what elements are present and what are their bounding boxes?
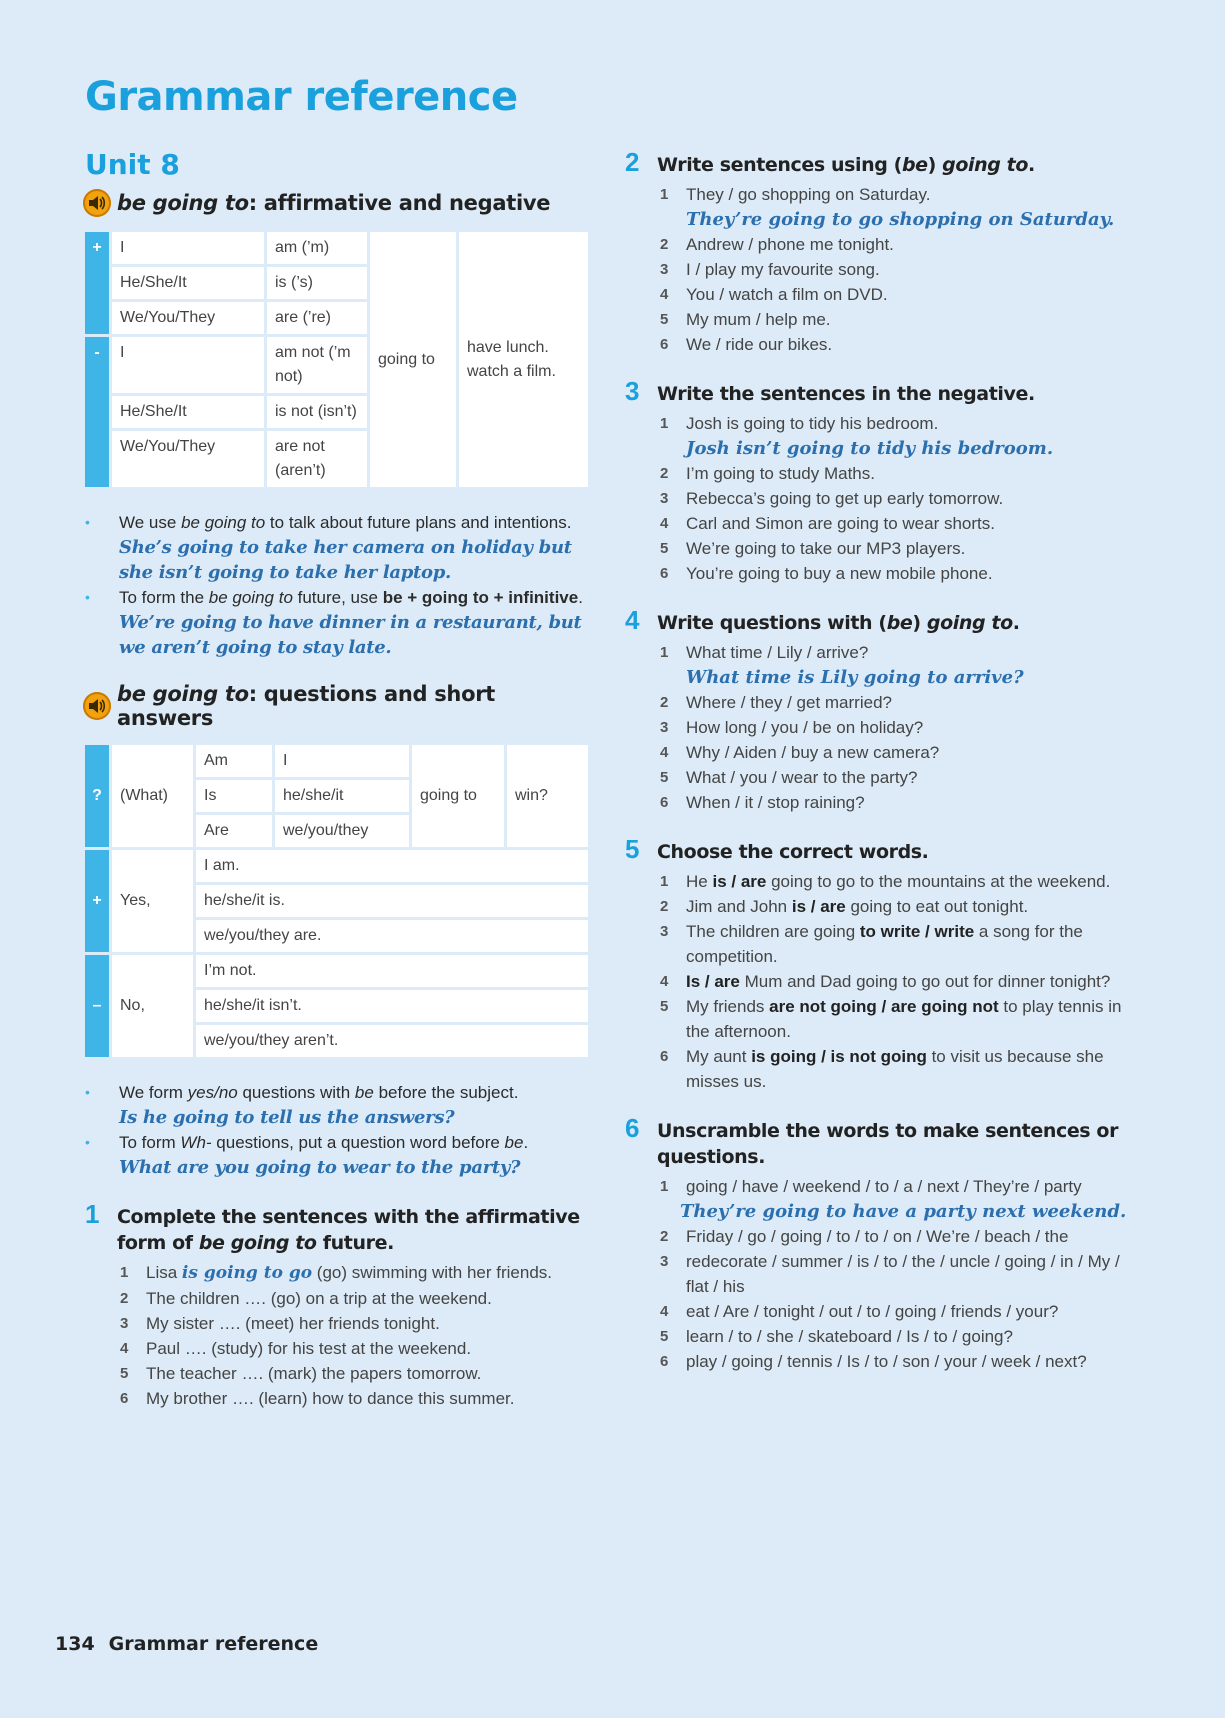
- item-text: learn / to / she / skateboard / Is / to / going?: [686, 1327, 1013, 1346]
- table-cell: Are: [196, 815, 272, 847]
- audio-speaker-icon[interactable]: [83, 692, 111, 720]
- item-text: going to go to the mountains at the weekend.: [766, 872, 1111, 891]
- note-em: Wh-: [180, 1133, 212, 1152]
- list-item: [657, 919, 1145, 969]
- item-text: My mum / help me.: [686, 310, 831, 329]
- title-text: ): [927, 154, 943, 176]
- item-number: 5: [660, 311, 669, 328]
- heading-em: be going to: [117, 191, 249, 215]
- item-number: 4: [120, 1340, 129, 1357]
- title-text: .: [1028, 154, 1035, 176]
- list-item: [657, 1299, 1145, 1324]
- exercise-number: 3: [625, 376, 640, 406]
- heading-rest: : questions and short answers: [117, 682, 495, 730]
- table-cell: are not (aren’t): [267, 431, 367, 487]
- exercise-number: 1: [85, 1199, 100, 1229]
- table-cell: we/you/they are.: [196, 920, 588, 952]
- list-item: [657, 740, 1145, 765]
- item-text: redecorate / summer / is / to / the / uncle / going / in / My / flat / his: [686, 1252, 1120, 1296]
- item-text: Josh is going to tidy his bedroom.: [686, 414, 939, 433]
- complement-2: watch a film.: [467, 362, 556, 380]
- complement-1: have lunch.: [467, 338, 549, 356]
- note-em: be: [354, 1083, 374, 1102]
- item-number: 5: [120, 1365, 129, 1382]
- going-to-cell: going to: [412, 745, 504, 847]
- table-cell: I am.: [196, 850, 588, 882]
- item-number: 3: [120, 1315, 129, 1332]
- page-footer: [55, 1633, 318, 1655]
- item-number: 4: [660, 973, 669, 990]
- list-item: [657, 461, 1145, 486]
- note-item: [85, 585, 590, 660]
- minus-sign: –: [85, 955, 109, 1057]
- item-text: Paul …. (study) for his test at the weekend.: [146, 1339, 472, 1358]
- list-item: [657, 1044, 1145, 1094]
- table-cell: is not (isn’t): [267, 396, 367, 428]
- list-item: [117, 1260, 590, 1286]
- item-number: 6: [660, 794, 669, 811]
- item-text: to visit us because she misses us.: [686, 1047, 1104, 1091]
- note-text: We use: [119, 513, 182, 532]
- item-text: play / going / tennis / Is / to / son / your / week / next?: [686, 1352, 1087, 1371]
- note-item: [85, 1130, 590, 1180]
- list-item: [657, 894, 1145, 919]
- verb-cell: win?: [507, 745, 588, 847]
- footer-label: Grammar reference: [108, 1633, 319, 1655]
- choice-words: is / are: [712, 872, 767, 891]
- item-text: a song for the competition.: [686, 922, 1083, 966]
- item-text: The children are going: [686, 922, 860, 941]
- note-text: questions, put a question word before: [211, 1133, 505, 1152]
- item-number: 5: [660, 769, 669, 786]
- item-number: 1: [120, 1264, 129, 1281]
- item-number: 3: [660, 490, 669, 507]
- item-number: 5: [660, 540, 669, 557]
- list-item: [657, 1224, 1145, 1249]
- question-word: (What): [112, 745, 193, 847]
- item-number: 6: [120, 1390, 129, 1407]
- list-item: [657, 257, 1145, 282]
- example-sentence: Is he going to tell us the answers?: [119, 1107, 455, 1128]
- example-answer: They’re going to go shopping on Saturday.: [686, 209, 1115, 230]
- exercise-title: [657, 610, 1020, 636]
- note-bold: be + going to + infinitive: [382, 588, 579, 607]
- note-text: To form: [119, 1133, 181, 1152]
- table-cell: he/she/it is.: [196, 885, 588, 917]
- table-cell: He/She/It: [112, 396, 264, 428]
- example-answer: Josh isn’t going to tidy his bedroom.: [686, 438, 1054, 459]
- note-text: future, use: [292, 588, 383, 607]
- choice-words: are not going / are going not: [769, 997, 999, 1016]
- table-cell: we/you/they aren’t.: [196, 1025, 588, 1057]
- exercise-4: [625, 605, 1145, 815]
- item-text: They / go shopping on Saturday.: [686, 185, 931, 204]
- exercise-number: 2: [625, 147, 640, 177]
- table-cell: he/she/it: [275, 780, 409, 812]
- title-text: .: [1012, 612, 1020, 634]
- note-text: questions with: [237, 1083, 355, 1102]
- item-text: You / watch a film on DVD.: [686, 285, 888, 304]
- item-number: 2: [660, 236, 669, 253]
- item-text: Where / they / get married?: [686, 693, 892, 712]
- unit-heading: Unit 8: [85, 148, 180, 181]
- item-number: 3: [660, 261, 669, 278]
- list-item: [657, 536, 1145, 561]
- table-cell: He/She/It: [112, 267, 264, 299]
- list-item: [657, 182, 1145, 207]
- list-item: [657, 282, 1145, 307]
- section-heading-questions: [83, 682, 590, 730]
- usage-notes-1: [85, 510, 590, 660]
- title-em: going to: [942, 154, 1028, 176]
- table-cell: I: [275, 745, 409, 777]
- table-cell: we/you/they: [275, 815, 409, 847]
- list-item: [657, 994, 1145, 1044]
- exercise-number: 4: [625, 605, 640, 635]
- note-em: be going to: [208, 588, 293, 607]
- exercise-title: [657, 152, 1035, 178]
- item-text: Mum and Dad going to go out for dinner tonight?: [739, 972, 1111, 991]
- title-em: going to: [926, 612, 1013, 634]
- item-number: 3: [660, 719, 669, 736]
- list-item: [117, 1361, 590, 1386]
- item-text: Rebecca’s going to get up early tomorrow.: [686, 489, 1004, 508]
- list-item: [657, 640, 1145, 665]
- list-item: [657, 332, 1145, 357]
- note-item: [85, 510, 590, 585]
- exercise-title: Write the sentences in the negative.: [657, 383, 1035, 405]
- table-cell: We/You/They: [112, 431, 264, 487]
- exercise-6: [625, 1113, 1145, 1374]
- plus-sign: +: [85, 232, 109, 334]
- table-cell: Is: [196, 780, 272, 812]
- item-text: to play tennis in the afternoon.: [686, 997, 1122, 1041]
- item-text: (go) swimming with her friends.: [312, 1263, 553, 1282]
- item-number: 2: [660, 694, 669, 711]
- title-text: Complete the sentences with the affirmative form of: [117, 1206, 580, 1254]
- item-number: 6: [660, 336, 669, 353]
- item-text: Jim and John: [686, 897, 792, 916]
- item-text: Why / Aiden / buy a new camera?: [686, 743, 940, 762]
- title-em: be: [901, 154, 928, 176]
- example-answer: They’re going to have a party next weekend.: [680, 1201, 1127, 1222]
- note-em: yes/no: [187, 1083, 238, 1102]
- note-item: [85, 1080, 590, 1130]
- item-text: I’m going to study Maths.: [686, 464, 875, 483]
- item-number: 2: [660, 898, 669, 915]
- item-number: 6: [660, 565, 669, 582]
- title-text: ): [912, 612, 927, 634]
- item-number: 1: [660, 415, 669, 432]
- item-text: Friday / go / going / to / to / on / We’re / beach / the: [686, 1227, 1069, 1246]
- note-text: to talk about future plans and intentions.: [265, 513, 572, 532]
- list-item: [657, 511, 1145, 536]
- table-cell: Am: [196, 745, 272, 777]
- going-to-cell: going to: [370, 232, 456, 487]
- note-text: before the subject.: [373, 1083, 519, 1102]
- page-number: 134: [55, 1633, 95, 1655]
- item-number: 4: [660, 1303, 669, 1320]
- table-cell: I’m not.: [196, 955, 588, 987]
- item-text: The children …. (go) on a trip at the weekend.: [146, 1289, 492, 1308]
- list-item: [117, 1311, 590, 1336]
- item-number: 4: [660, 515, 669, 532]
- note-text: To form the: [119, 588, 209, 607]
- item-text: going to eat out tonight.: [845, 897, 1029, 916]
- title-text: Write questions with (: [657, 612, 887, 634]
- example-sentence: What are you going to wear to the party?: [119, 1157, 521, 1178]
- table-cell: he/she/it isn’t.: [196, 990, 588, 1022]
- list-item: [657, 1249, 1145, 1299]
- list-item: [657, 690, 1145, 715]
- item-text: What / you / wear to the party?: [686, 768, 918, 787]
- list-item: [657, 411, 1145, 436]
- item-text: We / ride our bikes.: [686, 335, 833, 354]
- exercise-title: Choose the correct words.: [657, 841, 929, 863]
- list-item: [657, 790, 1145, 815]
- exercise-3: [625, 376, 1145, 586]
- choice-words: is going / is not going: [751, 1047, 927, 1066]
- list-item: [657, 1174, 1145, 1199]
- usage-notes-2: [85, 1080, 590, 1180]
- item-number: 5: [660, 998, 669, 1015]
- list-item: [657, 561, 1145, 586]
- section-heading-affirmative-negative: [83, 189, 590, 217]
- left-column: [85, 148, 590, 1411]
- exercise-title: Unscramble the words to make sentences or questions.: [657, 1120, 1119, 1168]
- exercise-1: [85, 1199, 590, 1411]
- questions-short-answers-table: [82, 742, 591, 1060]
- note-text: .: [523, 1133, 529, 1152]
- affirmative-negative-table: [82, 229, 591, 490]
- example-answer: What time is Lily going to arrive?: [686, 667, 1024, 688]
- item-number: 4: [660, 286, 669, 303]
- item-number: 5: [660, 1328, 669, 1345]
- item-number: 3: [660, 923, 669, 940]
- table-cell: am (’m): [267, 232, 367, 264]
- choice-words: Is / are: [686, 972, 740, 991]
- complement-cell: [459, 232, 588, 487]
- note-em: be going to: [181, 513, 266, 532]
- right-column: [625, 148, 1145, 1374]
- no-word: No,: [112, 955, 193, 1057]
- item-text: Carl and Simon are going to wear shorts.: [686, 514, 995, 533]
- note-text: .: [578, 588, 583, 607]
- yes-word: Yes,: [112, 850, 193, 952]
- table-cell: is (’s): [267, 267, 367, 299]
- item-number: 1: [660, 1178, 669, 1195]
- list-item: [657, 232, 1145, 257]
- title-text: Write sentences using (: [657, 154, 902, 176]
- item-text: The teacher …. (mark) the papers tomorrow.: [146, 1364, 482, 1383]
- choice-words: to write / write: [859, 922, 975, 941]
- item-number: 1: [660, 873, 669, 890]
- title-em: be: [886, 612, 913, 634]
- list-item: [657, 307, 1145, 332]
- item-text: I / play my favourite song.: [686, 260, 880, 279]
- choice-words: is / are: [791, 897, 846, 916]
- question-sign: ?: [85, 745, 109, 847]
- list-item: [657, 1349, 1145, 1374]
- list-item: [117, 1336, 590, 1361]
- item-text: going / have / weekend / to / a / next / They’re / party: [686, 1177, 1082, 1196]
- item-text: My friends: [686, 997, 770, 1016]
- item-number: 2: [120, 1290, 129, 1307]
- item-text: Andrew / phone me tonight.: [686, 235, 894, 254]
- list-item: [117, 1386, 590, 1411]
- item-text: He: [686, 872, 713, 891]
- item-text: What time / Lily / arrive?: [686, 643, 869, 662]
- table-cell: We/You/They: [112, 302, 264, 334]
- plus-sign: +: [85, 850, 109, 952]
- exercise-5: [625, 834, 1145, 1094]
- heading-rest: : affirmative and negative: [248, 191, 551, 215]
- table-cell: are (’re): [267, 302, 367, 334]
- item-number: 2: [660, 465, 669, 482]
- item-text: eat / Are / tonight / out / to / going / friends / your?: [686, 1302, 1059, 1321]
- item-text: How long / you / be on holiday?: [686, 718, 924, 737]
- list-item: [657, 869, 1145, 894]
- table-cell: am not (’m not): [267, 337, 367, 393]
- exercise-title: [117, 1204, 590, 1256]
- item-number: 2: [660, 1228, 669, 1245]
- list-item: [657, 486, 1145, 511]
- item-text: When / it / stop raining?: [686, 793, 865, 812]
- list-item: [657, 715, 1145, 740]
- item-number: 1: [660, 644, 669, 661]
- item-text: Lisa: [146, 1263, 182, 1282]
- example-sentence: She’s going to take her camera on holiday but she isn’t going to take her laptop.: [119, 537, 572, 583]
- page-title: Grammar reference: [85, 74, 518, 120]
- item-text: My brother …. (learn) how to dance this summer.: [146, 1389, 515, 1408]
- exercise-number: 6: [625, 1113, 640, 1143]
- example-sentence: We’re going to have dinner in a restaurant, but we aren’t going to stay late.: [119, 612, 582, 658]
- item-text: We’re going to take our MP3 players.: [686, 539, 966, 558]
- list-item: [657, 1324, 1145, 1349]
- item-number: 4: [660, 744, 669, 761]
- item-number: 3: [660, 1253, 669, 1270]
- item-text: You’re going to buy a new mobile phone.: [686, 564, 993, 583]
- item-text: My aunt: [686, 1047, 752, 1066]
- audio-speaker-icon[interactable]: [83, 189, 111, 217]
- title-em: be going to: [198, 1232, 317, 1254]
- table-cell: I: [112, 337, 264, 393]
- item-number: 6: [660, 1048, 669, 1065]
- heading-em: be going to: [117, 682, 249, 706]
- exercise-number: 5: [625, 834, 640, 864]
- table-cell: I: [112, 232, 264, 264]
- note-em: be: [504, 1133, 524, 1152]
- item-text: My sister …. (meet) her friends tonight.: [146, 1314, 440, 1333]
- exercise-2: [625, 147, 1145, 357]
- example-answer: is going to go: [181, 1263, 313, 1283]
- list-item: [657, 765, 1145, 790]
- title-text: future.: [316, 1232, 394, 1254]
- note-text: We form: [119, 1083, 188, 1102]
- minus-sign: -: [85, 337, 109, 487]
- list-item: [657, 969, 1145, 994]
- item-number: 1: [660, 186, 669, 203]
- list-item: [117, 1286, 590, 1311]
- item-number: 6: [660, 1353, 669, 1370]
